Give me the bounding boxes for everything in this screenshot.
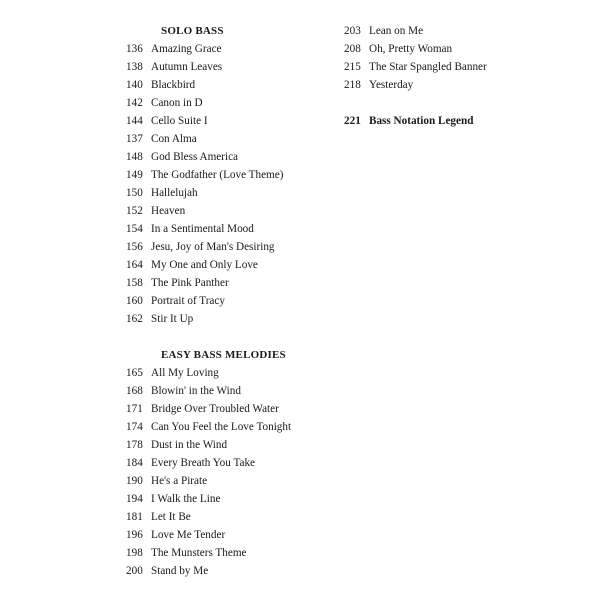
entry-title: Love Me Tender xyxy=(151,529,226,541)
entry-title: Heaven xyxy=(151,205,186,217)
toc-entry[interactable] xyxy=(126,40,336,58)
page-number: 164 xyxy=(126,259,143,271)
toc-entry[interactable] xyxy=(126,202,336,220)
entry-title: Autumn Leaves xyxy=(151,61,223,73)
toc-right-column xyxy=(344,22,574,130)
entry-title: Con Alma xyxy=(151,133,197,145)
page-number: 162 xyxy=(126,313,143,325)
toc-entry[interactable] xyxy=(126,148,336,166)
page-number: 198 xyxy=(126,547,143,559)
toc-entry[interactable] xyxy=(344,76,574,94)
toc-entry[interactable] xyxy=(126,58,336,76)
spacer xyxy=(126,328,336,346)
toc-entry[interactable] xyxy=(126,436,336,454)
entry-title: In a Sentimental Mood xyxy=(151,223,254,235)
toc-left-column xyxy=(126,22,336,580)
page-number: 156 xyxy=(126,241,143,253)
toc-entry[interactable] xyxy=(126,562,336,580)
page-number: 160 xyxy=(126,295,143,307)
page-number: 150 xyxy=(126,187,143,199)
entry-title: Bass Notation Legend xyxy=(369,115,474,127)
page-number: 168 xyxy=(126,385,143,397)
toc-entry[interactable] xyxy=(126,274,336,292)
entry-title: The Godfather (Love Theme) xyxy=(151,169,284,181)
toc-entry[interactable] xyxy=(344,22,574,40)
toc-entry[interactable] xyxy=(126,508,336,526)
toc-entry[interactable] xyxy=(344,40,574,58)
page-number: 138 xyxy=(126,61,143,73)
entry-title: My One and Only Love xyxy=(151,259,258,271)
entry-title: Oh, Pretty Woman xyxy=(369,43,453,55)
page-number: 181 xyxy=(126,511,143,523)
entry-title: The Star Spangled Banner xyxy=(369,61,487,73)
toc-entry[interactable] xyxy=(126,292,336,310)
toc-entry[interactable] xyxy=(126,454,336,472)
entry-title: Yesterday xyxy=(369,79,414,91)
page-number: 218 xyxy=(344,79,361,91)
toc-entry[interactable] xyxy=(126,220,336,238)
page-number: 171 xyxy=(126,403,143,415)
entry-title: Jesu, Joy of Man's Desiring xyxy=(151,241,275,253)
toc-entry[interactable] xyxy=(126,472,336,490)
toc-entry[interactable] xyxy=(126,238,336,256)
entry-title: The Pink Panther xyxy=(151,277,229,289)
page-number: 184 xyxy=(126,457,143,469)
toc-entry[interactable] xyxy=(126,256,336,274)
page-number: 140 xyxy=(126,79,143,91)
entry-title: Hallelujah xyxy=(151,187,198,199)
page-number: 158 xyxy=(126,277,143,289)
page-number: 196 xyxy=(126,529,143,541)
entry-title: Blowin' in the Wind xyxy=(151,385,241,397)
toc-entry[interactable] xyxy=(126,112,336,130)
toc-entry[interactable] xyxy=(126,400,336,418)
page-number: 203 xyxy=(344,25,361,37)
entry-title: Let It Be xyxy=(151,511,191,523)
section-heading-solo-bass: SOLO BASS xyxy=(161,25,224,37)
entry-title: Dust in the Wind xyxy=(151,439,228,451)
entry-title: Stand by Me xyxy=(151,565,209,577)
section-heading-easy-bass-melodies: EASY BASS MELODIES xyxy=(161,349,286,361)
entry-title: Cello Suite I xyxy=(151,115,208,127)
toc-entry[interactable] xyxy=(126,418,336,436)
solo-bass-list xyxy=(126,40,336,328)
toc-entry[interactable] xyxy=(126,544,336,562)
entry-title: Lean on Me xyxy=(369,25,424,37)
page-number: 194 xyxy=(126,493,143,505)
page-number: 148 xyxy=(126,151,143,163)
toc-entry[interactable] xyxy=(344,58,574,76)
easy-bass-melodies-list-continued xyxy=(344,22,574,94)
toc-entry[interactable] xyxy=(126,94,336,112)
page-number: 142 xyxy=(126,97,143,109)
easy-bass-melodies-list xyxy=(126,364,336,580)
page-number: 200 xyxy=(126,565,143,577)
page-number: 221 xyxy=(344,115,361,127)
entry-title: Canon in D xyxy=(151,97,203,109)
toc-entry[interactable] xyxy=(126,364,336,382)
toc-entry-bass-notation-legend[interactable] xyxy=(344,112,574,130)
toc-entry[interactable] xyxy=(126,310,336,328)
page-number: 190 xyxy=(126,475,143,487)
entry-title: He's a Pirate xyxy=(151,475,208,487)
page-number: 137 xyxy=(126,133,143,145)
toc-entry[interactable] xyxy=(126,184,336,202)
entry-title: Can You Feel the Love Tonight xyxy=(151,421,292,433)
toc-entry[interactable] xyxy=(126,130,336,148)
spacer xyxy=(344,94,574,112)
entry-title: I Walk the Line xyxy=(151,493,221,505)
toc-entry[interactable] xyxy=(126,166,336,184)
toc-entry[interactable] xyxy=(126,382,336,400)
page-number: 208 xyxy=(344,43,361,55)
entry-title: Blackbird xyxy=(151,79,196,91)
page-number: 152 xyxy=(126,205,143,217)
page-number: 215 xyxy=(344,61,361,73)
entry-title: Stir It Up xyxy=(151,313,194,325)
page-number: 174 xyxy=(126,421,143,433)
entry-title: Every Breath You Take xyxy=(151,457,256,469)
entry-title: Portrait of Tracy xyxy=(151,295,225,307)
entry-title: God Bless America xyxy=(151,151,238,163)
page-number: 154 xyxy=(126,223,143,235)
toc-entry[interactable] xyxy=(126,526,336,544)
toc-entry[interactable] xyxy=(126,490,336,508)
page-number: 165 xyxy=(126,367,143,379)
entry-title: All My Loving xyxy=(151,367,219,379)
page-number: 144 xyxy=(126,115,143,127)
entry-title: Amazing Grace xyxy=(151,43,222,55)
toc-entry[interactable] xyxy=(126,76,336,94)
entry-title: The Munsters Theme xyxy=(151,547,247,559)
page-number: 178 xyxy=(126,439,143,451)
entry-title: Bridge Over Troubled Water xyxy=(151,403,279,415)
page-number: 149 xyxy=(126,169,143,181)
page-number: 136 xyxy=(126,43,143,55)
